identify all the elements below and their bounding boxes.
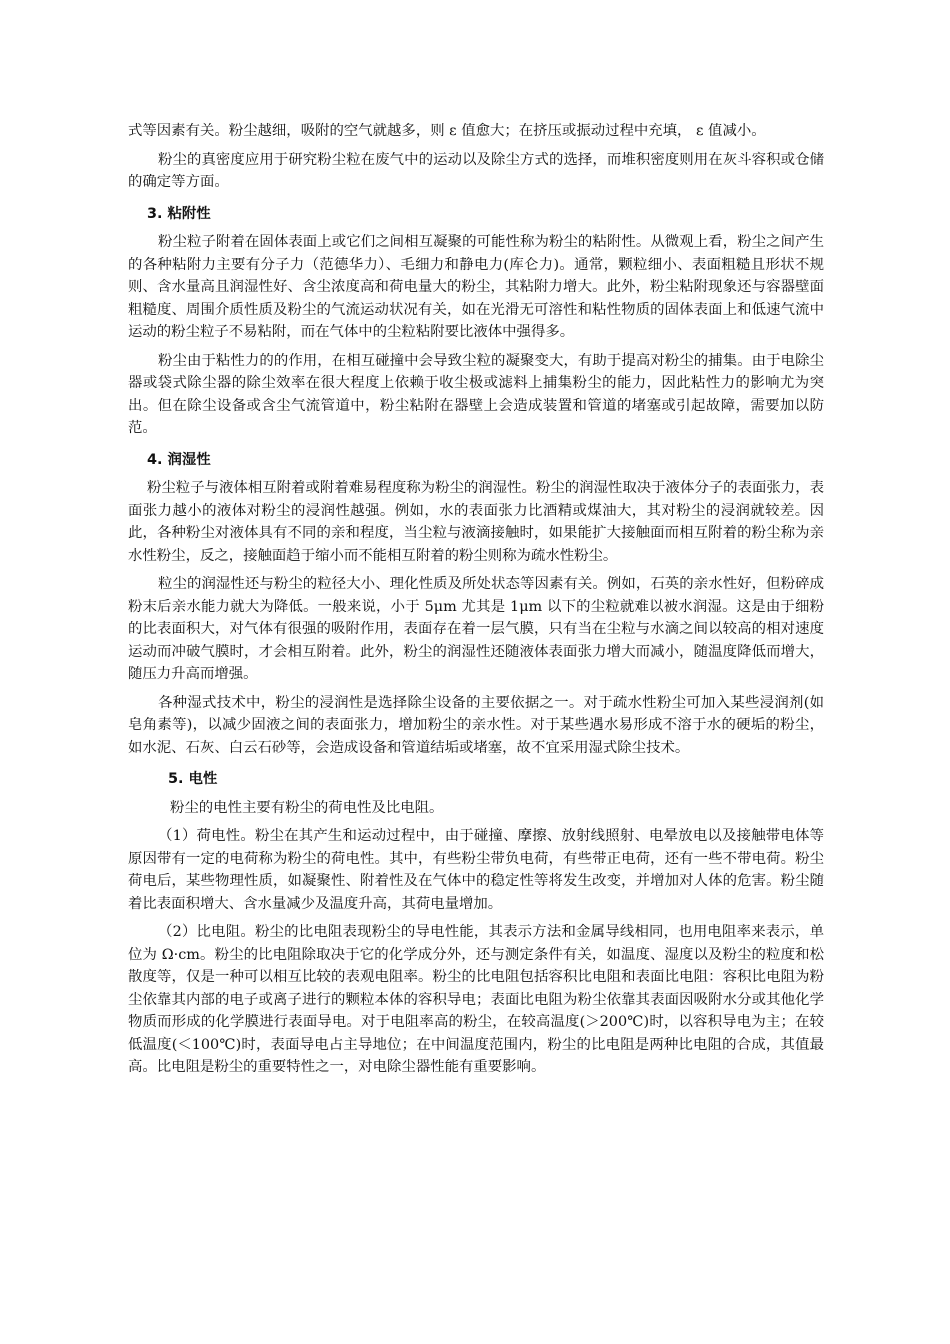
paragraph-wettability-definition: 粉尘粒子与液体相互附着或附着难易程度称为粉尘的润湿性。粉尘的润湿性取决于液体分子的表面张力，表面张力越小的液体对粉尘的浸润性越强。例如，水的表面张力比酒精或煤油大，其对粉尘的浸润就较差。因此，各种粉尘对液体具有不同的亲和程度，当尘粒与液滴接触时，如果能扩大接触面而相互附着的粉尘称为亲水性粉尘，反之，接触面趋于缩小而不能相互附着的粉尘则称为疏水性粉尘。 (128, 480, 824, 564)
paragraph-charge: （1）荷电性。粉尘在其产生和运动过程中，由于碰撞、摩擦、放射线照射、电晕放电以及接触带电体等原因带有一定的电荷称为粉尘的荷电性。其中，有些粉尘带负电荷，有些带正电荷，还有一些不带电荷。粉尘荷电后，某些物理性质，如凝聚性、附着性及在气体中的稳定性等将发生改变，并增加对人体的危害。粉尘随着比表面积增大、含水量减少及温度升高，其荷电量增加。 (128, 828, 824, 912)
heading-wettability: 4. 润湿性 (147, 451, 211, 468)
heading-adhesion: 3. 粘附性 (147, 205, 211, 222)
paragraph-adhesion-effects: 粉尘由于粘性力的的作用，在相互碰撞中会导致尘粒的凝聚变大，有助于提高对粉尘的捕集。由于电除尘器或袋式除尘器的除尘效率在很大程度上依赖于收尘极或滤料上捕集粉尘的能力，因此粘性力的影响尤为突出。但在除尘设备或含尘气流管道中，粉尘粘附在器壁上会造成装置和管道的堵塞或引起故障，需要加以防范。 (128, 352, 824, 436)
document-page (128, 120, 824, 1079)
paragraph-resistivity: （2）比电阻。粉尘的比电阻表现粉尘的导电性能，其表示方法和金属导线相同，也用电阻率来表示，单位为 Ω·cm。粉尘的比电阻除取决于它的化学成分外，还与测定条件有关，如温度、湿度以及粉尘的粒度和松散度等，仅是一种可以相互比较的表观电阻率。粉尘的比电阻包括容积比电阻和表面比电阻：容积比电阻为粉尘依靠其内部的电子或离子进行的颗粒本体的容积导电；表面比电阻为粉尘依靠其表面因吸附水分或其他化学物质而形成的化学膜进行表面导电。对于电阻率高的粉尘，在较高温度(＞200℃)时，以容积导电为主；在较低温度(＜100℃)时，表面导电占主导地位；在中间温度范围内，粉尘的比电阻是两种比电阻的合成，其值最高。比电阻是粉尘的重要特性之一，对电除尘器性能有重要影响。 (128, 924, 824, 1075)
paragraph-wet-technology: 各种湿式技术中，粉尘的浸润性是选择除尘设备的主要依据之一。对于疏水性粉尘可加入某些浸润剂(如皂角素等)，以减少固液之间的表面张力，增加粉尘的亲水性。对于某些遇水易形成不溶于水的硬垢的粉尘，如水泥、石灰、白云石砂等，会造成设备和管道结垢或堵塞，故不宜采用湿式除尘技术。 (128, 694, 824, 756)
paragraph-porosity-end: 式等因素有关。粉尘越细，吸附的空气就越多，则 ε 值愈大；在挤压或振动过程中充填， ε 值减小。 (128, 123, 766, 139)
paragraph-wettability-factors: 粒尘的润湿性还与粉尘的粒径大小、理化性质及所处状态等因素有关。例如，石英的亲水性好，但粉碎成粉末后亲水能力就大为降低。一般来说，小于 5μm 尤其是 1μm 以下的尘粒就难以被水润湿。这是由于细粉的比表面积大，对气体有很强的吸附作用，表面存在着一层气膜，只有当在尘粒与水滴之间以较高的相对速度运动而冲破气膜时，才会相互附着。此外，粉尘的润湿性还随液体表面张力增大而减小，随温度降低而增大，随压力升高而增强。 (128, 576, 824, 682)
heading-electrical: 5. 电性 (168, 771, 218, 787)
paragraph-electrical-intro: 粉尘的电性主要有粉尘的荷电性及比电阻。 (170, 799, 444, 816)
paragraph-adhesion-definition: 粉尘粒子附着在固体表面上或它们之间相互凝聚的可能性称为粉尘的粘附性。从微观上看，粉尘之间产生的各种粘附力主要有分子力（范德华力）、毛细力和静电力(库仑力)。通常，颗粒细小、表面粗糙且形状不规则、含水量高且润湿性好、含尘浓度高和荷电量大的粉尘，其粘附力增大。此外，粉尘粘附现象还与容器壁面粗糙度、周围介质性质及粉尘的气流运动状况有关，如在光滑无可溶性和粘性物质的固体表面上和低速气流中运动的粉尘粒子不易粘附，而在气体中的尘粒粘附要比液体中强得多。 (128, 234, 824, 340)
paragraph-density-application: 粉尘的真密度应用于研究粉尘粒在废气中的运动以及除尘方式的选择，而堆积密度则用在灰斗容积或仓储的确定等方面。 (128, 151, 824, 190)
